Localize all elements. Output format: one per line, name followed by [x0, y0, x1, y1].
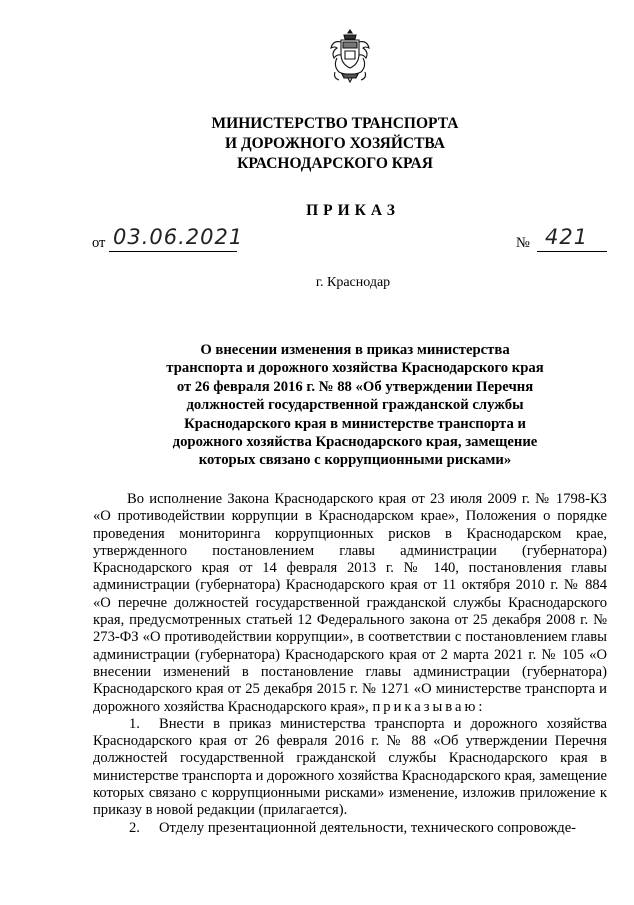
item-1-text: Внести в приказ министерства транспорта и дорожного хозяйства Краснодарского края от 26 февраля 2016 г. № 88 «Об утверждении Перечня должностей государственной гражданской службы Краснодарского края в министерстве транспорта и дорожного хозяйства Краснодарского края, замещение которых связано с коррупционными рисками» изменение, изложив приложение к приказу в новой редакции (прилагается). — [93, 715, 607, 819]
document-body — [93, 491, 607, 837]
handwritten-number: 421 — [545, 225, 589, 249]
preamble-text: Во исполнение Закона Краснодарского края от 23 июля 2009 г. № 1798-КЗ «О противодействии коррупции в Краснодарском крае», Положения о порядке проведения мониторинга коррупционных рисков в Краснодарском крае, утвержденного постановлением главы администрации (губернатора) Краснодарского края от 14 февраля 2013 г. № 140, постановления главы администрации (губернатора) Краснодарского края от 11 октября 2010 г. № 884 «О перечне должностей государственной гражданской службы Краснодарского края, предусмотренных статьей 12 Федерального закона от 25 декабря 2008 г. № 273-ФЗ «О противодействии коррупции», в соответствии с постановлением главы администрации (губернатора) Краснодарского края от 2 марта 2021 г. № 105 «О внесении изменений в постановление главы администрации (губернатора) Краснодарского края от 25 декабря 2015 г. № 1271 «О министерстве транспорта и дорожного хозяйства Краснодарского края», — [93, 491, 607, 715]
preamble-paragraph — [93, 491, 607, 716]
order-word: приказываю: — [372, 698, 486, 715]
ministry-name — [0, 114, 634, 174]
title-line: должностей государственной гражданской службы — [186, 397, 524, 414]
ministry-line-1: МИНИСТЕРСТВО ТРАНСПОРТА — [211, 115, 459, 132]
item-1-paragraph — [93, 716, 607, 820]
title-line: транспорта и дорожного хозяйства Краснодарского края — [166, 360, 544, 377]
item-2-number: 2. — [129, 819, 140, 836]
number-prefix: № — [516, 235, 530, 251]
date-number-row — [92, 225, 612, 261]
date-field — [109, 225, 244, 252]
ministry-line-2: И ДОРОЖНОГО ХОЗЯЙСТВА — [225, 135, 445, 152]
city: г. Краснодар — [315, 275, 391, 290]
title-line: дорожного хозяйства Краснодарского края, замещение — [172, 434, 538, 451]
title-line: которых связано с коррупционными рисками» — [198, 452, 512, 469]
document-title — [120, 341, 590, 470]
title-line: О внесении изменения в приказ министерства — [200, 342, 510, 358]
coat-of-arms-icon — [327, 28, 373, 84]
item-1-number: 1. — [129, 715, 140, 732]
title-line: Краснодарского края в министерстве транспорта и — [184, 415, 526, 432]
title-line: от 26 февраля 2016 г. № 88 «Об утверждении Перечня — [176, 378, 534, 395]
document-type: ПРИКАЗ — [306, 202, 400, 219]
handwritten-date: 03.06.2021 — [113, 225, 244, 249]
ministry-line-3: КРАСНОДАРСКОГО КРАЯ — [237, 155, 433, 172]
number-field — [537, 225, 607, 252]
item-2-text: Отделу презентационной деятельности, технического сопровожде- — [159, 819, 577, 836]
item-2-paragraph — [93, 820, 607, 837]
date-prefix: от — [92, 235, 106, 251]
